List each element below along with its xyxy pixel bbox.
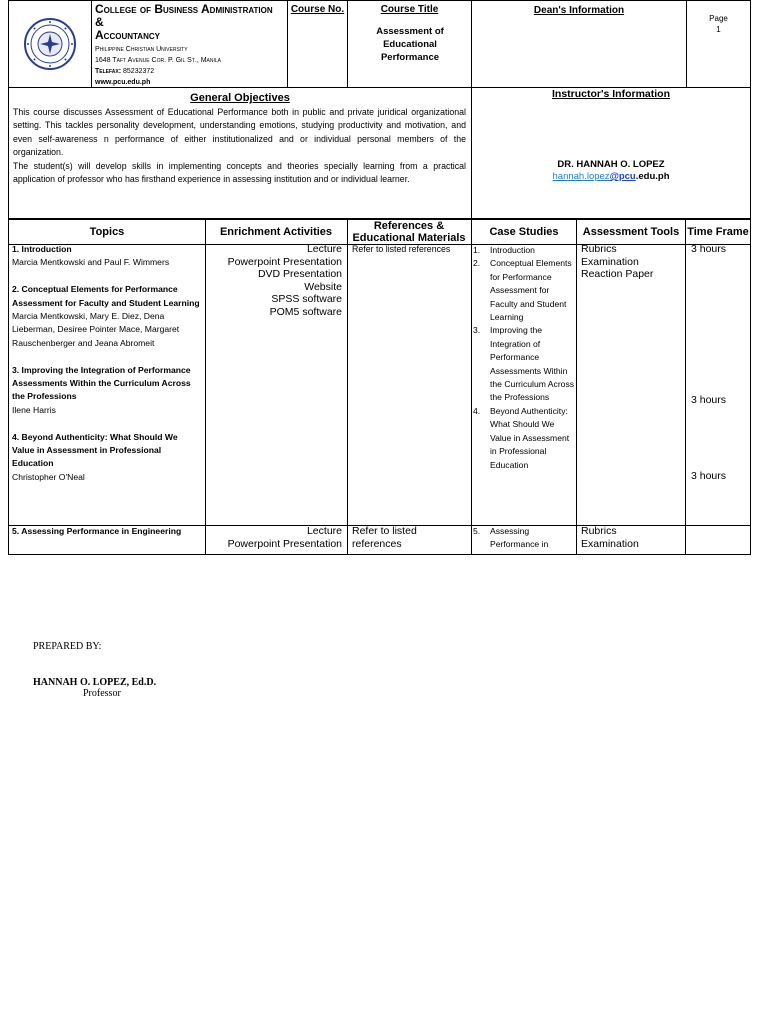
assessment-tool-item: Examination	[581, 255, 639, 268]
instructor-cell	[471, 87, 751, 219]
college-name-line2: &	[95, 15, 104, 29]
topics-header: Topics	[89, 225, 125, 238]
references-header: References & Educational Materials	[352, 219, 466, 244]
university-address: 1648 Taft Avenue Cor. P. Gil St., Manila	[95, 57, 222, 64]
case-study-item: 3. Improving the Integration of Performance Assessments Within the Curriculum Across the Professions	[473, 325, 575, 403]
enrichment-item: Lecture	[306, 243, 342, 255]
enrichment-item: POM5 software	[269, 305, 342, 318]
instructor-info-label: Instructor's Information	[551, 88, 670, 100]
enrichment-item: Powerpoint Presentation	[227, 255, 342, 268]
enrichment-item: SPSS software	[271, 293, 342, 306]
row1-assessment-tools	[581, 243, 683, 281]
page-number: 1	[716, 25, 721, 34]
preparer-title: Professor	[83, 688, 121, 699]
row1-references-cell	[347, 244, 472, 526]
course-title: Assessment of Educational Performance	[376, 26, 444, 63]
topic-1-authors: Marcia Mentkowski and Paul F. Wimmers	[12, 257, 170, 268]
preparer-name: HANNAH O. LOPEZ, Ed.D.	[33, 677, 157, 688]
enrichment-item: Powerpoint Presentation	[227, 537, 342, 550]
enrichment-item: Lecture	[306, 525, 342, 537]
row1-assessment-cell	[576, 244, 686, 526]
time-frame-1: 3 hours	[691, 243, 727, 255]
topic-2-authors: Marcia Mentkowski, Mary E. Diez, Dena Lieberman, Desiree Pointer Mace, Margaret Rauschenberger and Jeana Abromeit	[12, 311, 180, 348]
case-study-item: 5. Assessing	[473, 526, 530, 536]
telefax: Telefax: 85232372	[95, 68, 155, 75]
instructor-name: DR. HANNAH O. LOPEZ	[557, 159, 665, 170]
assessment-tool-item: Rubrics	[581, 243, 617, 255]
case-study-item: 1. Introduction	[473, 245, 535, 255]
dean-info-label: Dean's Information	[533, 5, 625, 16]
time-frame-3: 3 hours	[691, 470, 727, 482]
row1-topics	[12, 243, 202, 484]
college-name-line1: College of Business Administration	[95, 2, 273, 16]
topic-3-title: 3. Improving the Integration of Performance Assessments Within the Curriculum Across the Professions	[12, 364, 191, 402]
header-logo-cell	[8, 0, 92, 88]
page-label: Page	[709, 14, 728, 23]
time-frame-2: 3 hours	[691, 394, 727, 406]
topic-5-title: 5. Assessing Performance in Engineering	[12, 526, 182, 536]
reference-item: references	[352, 537, 402, 550]
time-frame-header: Time Frame	[687, 225, 749, 238]
assessment-tool-item: Rubrics	[581, 525, 617, 537]
topic-2-title: 2. Conceptual Elements for Performance Assessment for Faculty and Student Learning	[12, 284, 200, 308]
reference-item: Refer to listed	[352, 525, 417, 537]
college-name-line3: Accountancy	[95, 28, 160, 42]
assessment-tool-item: Reaction Paper	[581, 268, 654, 281]
header-page-cell	[686, 0, 751, 88]
objectives-title: General Objectives	[190, 92, 290, 104]
case-studies-header: Case Studies	[489, 225, 559, 238]
topic-4-authors: Christopher O'Neal	[12, 471, 85, 482]
university-name: Philippine Christian University	[95, 46, 188, 53]
enrichment-item: Website	[304, 280, 342, 293]
header-course-no-cell	[287, 0, 348, 88]
assessment-tools-header: Assessment Tools	[582, 225, 680, 238]
row1-references: Refer to listed references	[352, 244, 451, 254]
objectives-cell	[8, 87, 472, 219]
case-study-item: 4. Beyond Authenticity: What Should We Value in Assessment in Professional Education	[473, 405, 570, 470]
university-website[interactable]: www.pcu.edu.ph	[95, 79, 151, 86]
row1-case-studies	[473, 244, 575, 472]
topic-3-authors: Ilene Harris	[12, 404, 56, 415]
enrichment-item: DVD Presentation	[257, 268, 342, 281]
course-title-label: Course Title	[380, 4, 439, 15]
topic-1-title: 1. Introduction	[12, 244, 72, 254]
assessment-tool-item: Examination	[581, 537, 639, 550]
enrichment-header: Enrichment Activities	[219, 225, 333, 238]
row1-time-cell	[685, 244, 751, 526]
topic-4-title: 4. Beyond Authenticity: What Should We Value in Assessment in Professional Education	[12, 431, 178, 469]
objectives-paragraph-1: This course discusses Assessment of Educational Performance both in public and private juridical organizational setting. This tackles personality development, understanding emotions, studying productivity and motivation, and even self-awareness n performance of either institutionalized and or individual personal members of the organization.	[13, 107, 466, 158]
prepared-by-label: PREPARED BY:	[33, 641, 102, 652]
row2-clip: 5. Assessing Performance in Engineering Lecture Powerpoint Presentation Refer to listed references 5. Assessing Performance in Rubrics Examination	[8, 525, 751, 543]
row1-enrichment	[208, 243, 342, 319]
university-seal-icon	[23, 17, 77, 71]
header-course-title-cell	[347, 0, 472, 88]
case-study-item: 2. Conceptual Elements for Performance Assessment for Faculty and Student Learning	[473, 258, 572, 323]
instructor-email[interactable]: hannah.lopez@pcu.edu.ph	[552, 171, 670, 182]
objectives-paragraph-2: The student(s) will develop skills in implementing concepts and theories specially learning from a practical application of professor who has firsthand experience in assessing institution and or individual learner.	[13, 160, 466, 185]
course-no-label: Course No.	[290, 4, 345, 15]
header-college-cell	[91, 0, 288, 88]
header-dean-cell	[471, 0, 687, 88]
